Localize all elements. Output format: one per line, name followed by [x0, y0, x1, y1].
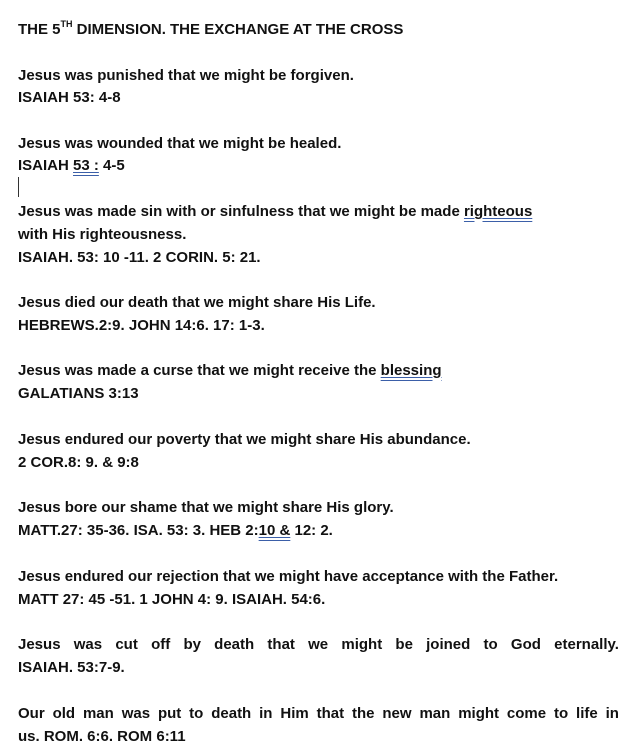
scripture-reference: ISAIAH 53 : 4-5: [18, 157, 125, 174]
exchange-statement: Jesus endured our poverty that we might share His abundance.: [18, 431, 471, 448]
word: be: [395, 636, 413, 653]
exchange-statement: Jesus died our death that we might share His Life.: [18, 294, 376, 311]
word: off: [151, 636, 171, 653]
word: the: [351, 705, 375, 722]
spellcheck-underline: blessing: [380, 362, 442, 379]
word: joined: [426, 636, 471, 653]
word: was: [73, 636, 103, 653]
word: we: [308, 636, 329, 653]
word: God: [510, 636, 541, 653]
exchange-statement-continued: us. ROM. 6:6. ROM 6:11: [18, 728, 186, 745]
exchange-statement-justified: [18, 704, 619, 724]
word: eternally.: [554, 636, 619, 653]
word: death: [214, 636, 255, 653]
word: put: [157, 705, 182, 722]
scripture-reference: ISAIAH. 53:7-9.: [18, 659, 125, 676]
exchange-statement: Jesus was made a curse that we might receive the blessing: [18, 362, 442, 379]
word: in: [605, 705, 619, 722]
exchange-statement: Jesus was made sin with or sinfulness that we might be made righteous: [18, 203, 533, 220]
word: life: [576, 705, 598, 722]
word: cut: [115, 636, 138, 653]
word: to: [189, 705, 204, 722]
word: Him: [280, 705, 309, 722]
document-title: THE 5TH DIMENSION. THE EXCHANGE AT THE CROSS: [18, 19, 404, 38]
scripture-reference: GALATIANS 3:13: [18, 385, 139, 402]
word: come: [506, 705, 547, 722]
exchange-statement-justified: [18, 635, 619, 655]
word: Our: [18, 705, 45, 722]
scripture-reference: ISAIAH. 53: 10 -11. 2 CORIN. 5: 21.: [18, 249, 261, 266]
scripture-reference: MATT.27: 35-36. ISA. 53: 3. HEB 2:10 & 12: 2.: [18, 522, 333, 539]
exchange-statement: Jesus was punished that we might be forgiven.: [18, 67, 354, 84]
exchange-statement: Jesus endured our rejection that we might have acceptance with the Father.: [18, 568, 559, 585]
word: Jesus: [18, 636, 61, 653]
scripture-reference: HEBREWS.2:9. JOHN 14:6. 17: 1-3.: [18, 317, 265, 334]
word: that: [267, 636, 295, 653]
word: to: [553, 705, 569, 722]
word: that: [316, 705, 345, 722]
exchange-statement: Jesus bore our shame that we might share His glory.: [18, 499, 394, 516]
word: man: [82, 705, 114, 722]
spellcheck-underline: 53 :: [73, 157, 99, 174]
text-cursor: [18, 177, 19, 197]
exchange-statement: Jesus was wounded that we might be healed.: [18, 135, 342, 152]
scripture-reference: MATT 27: 45 -51. 1 JOHN 4: 9. ISAIAH. 54:6.: [18, 591, 326, 608]
word: might: [458, 705, 500, 722]
word: old: [52, 705, 76, 722]
word: was: [121, 705, 151, 722]
exchange-statement-continued: with His righteousness.: [18, 226, 187, 243]
spellcheck-underline: 10 &: [258, 522, 291, 539]
word: death: [211, 705, 252, 722]
word: man: [419, 705, 451, 722]
word: to: [483, 636, 498, 653]
word: might: [341, 636, 383, 653]
word: in: [259, 705, 273, 722]
scripture-reference: ISAIAH 53: 4-8: [18, 89, 121, 106]
word: by: [183, 636, 201, 653]
spellcheck-underline: righteous: [463, 203, 533, 220]
word: new: [382, 705, 412, 722]
scripture-reference: 2 COR.8: 9. & 9:8: [18, 454, 139, 471]
